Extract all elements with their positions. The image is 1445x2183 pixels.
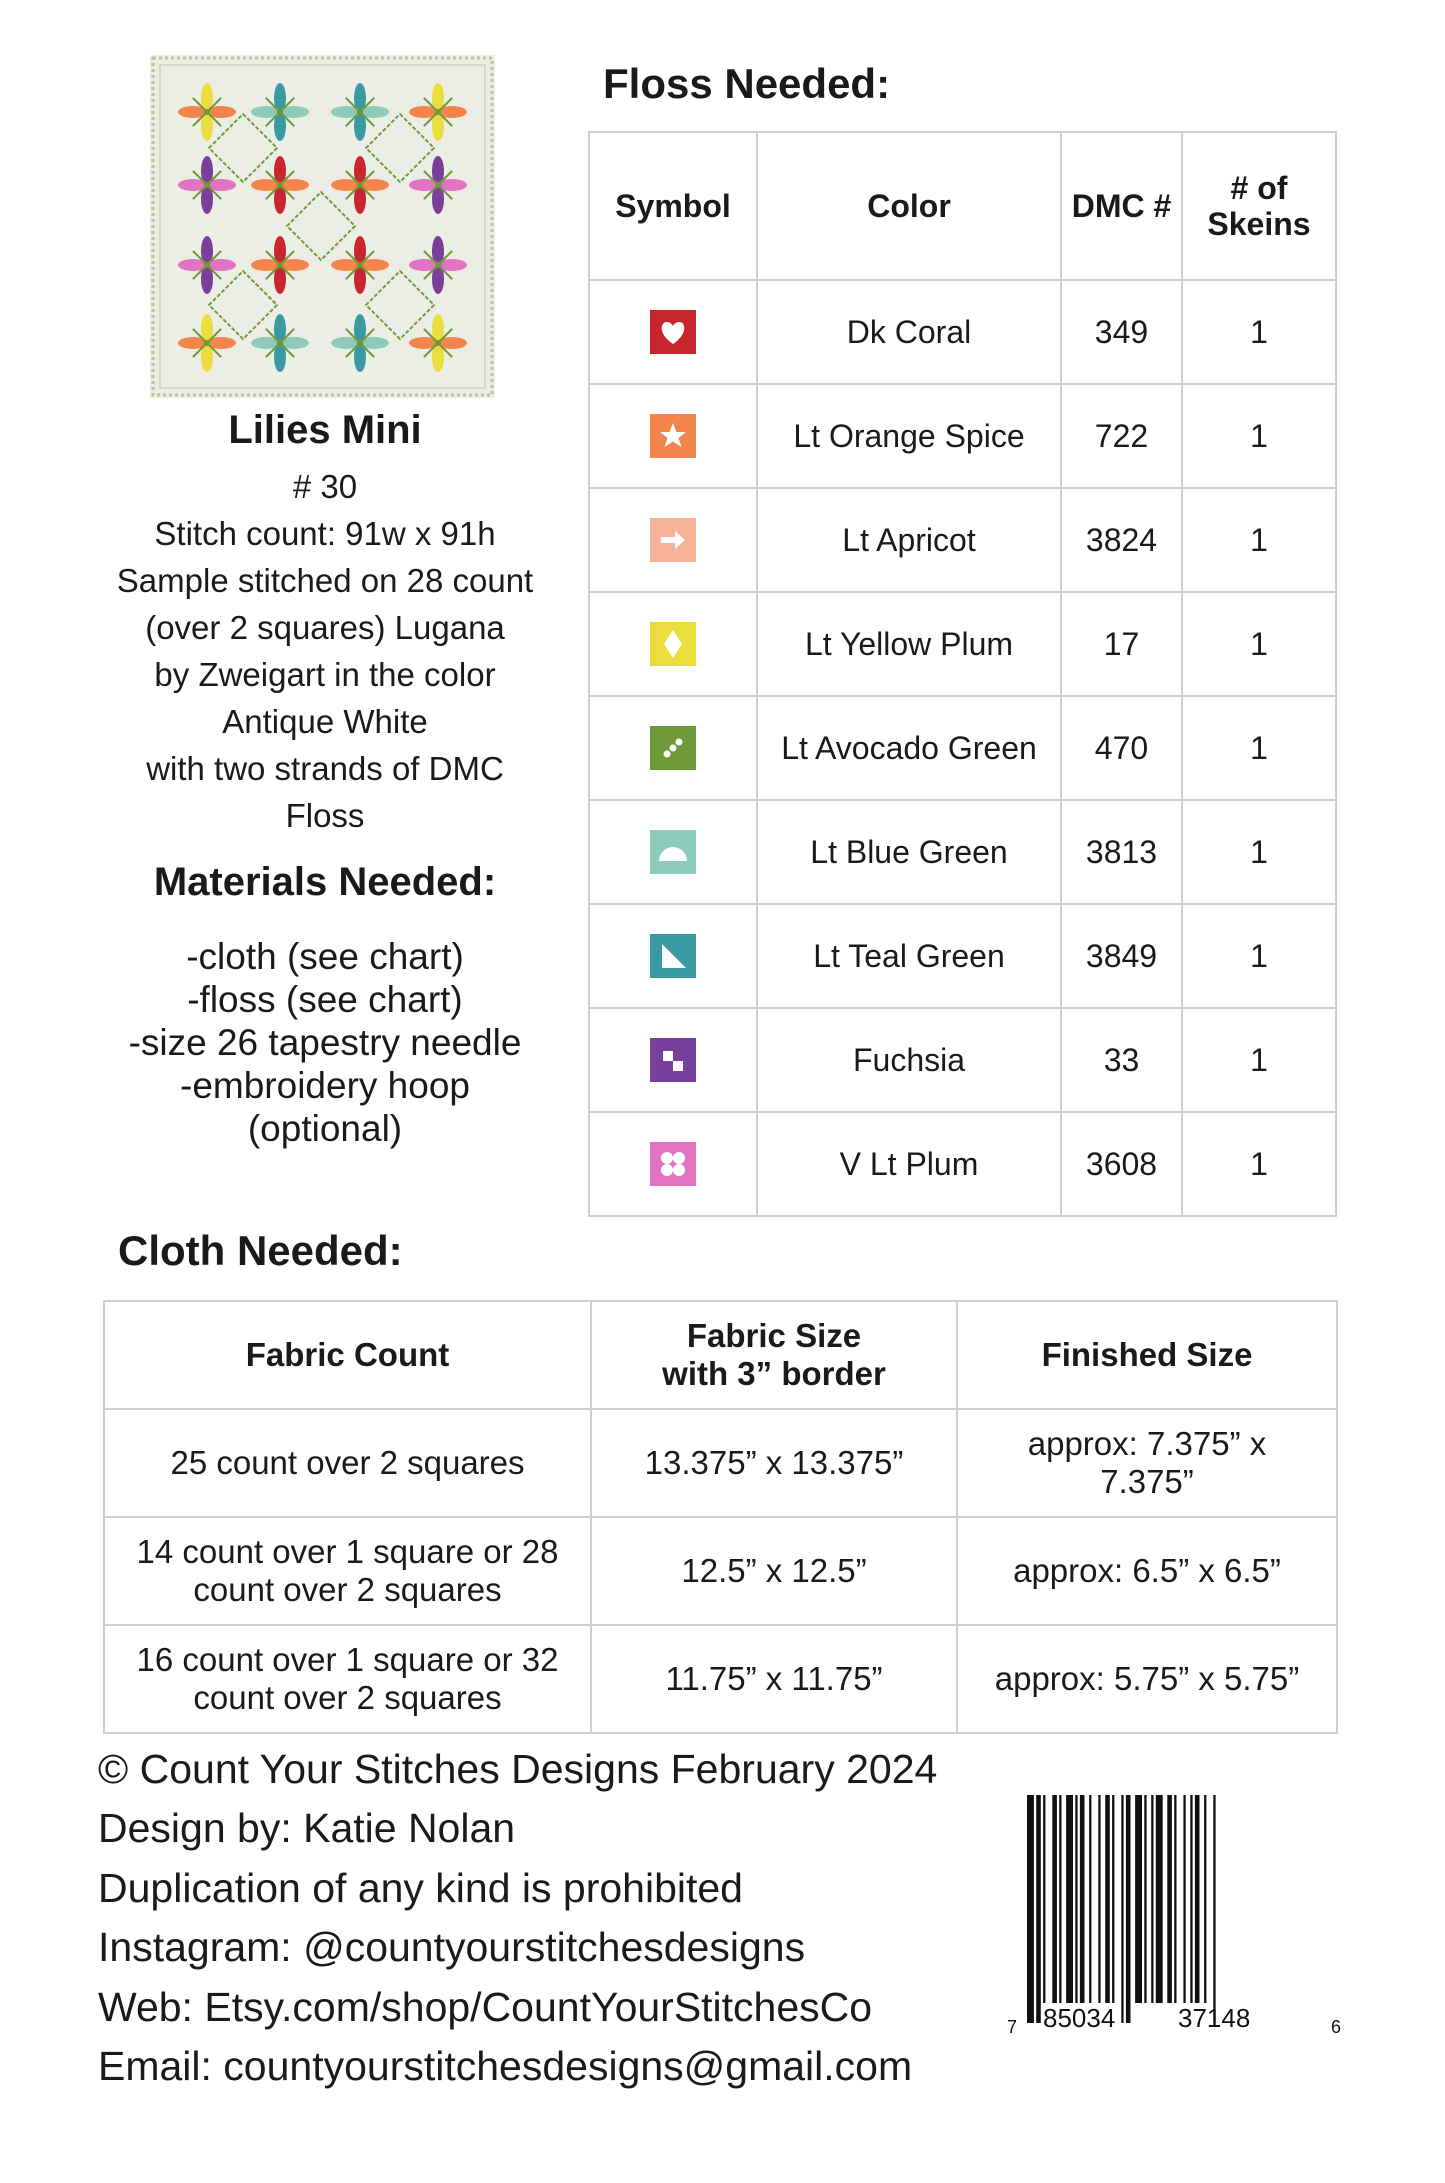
cloth-heading: Cloth Needed: [118,1227,403,1274]
materials-heading: Materials Needed: [153,860,497,904]
svg-text:37148: 37148 [1178,2003,1251,2033]
table-row [104,1409,1337,1517]
table-row [589,1112,1336,1216]
pattern-detail-line: Floss [285,797,365,834]
table-row [104,1517,1337,1625]
table-row [589,280,1336,384]
floss-skeins-cell: 1 [1182,1008,1336,1112]
materials-item: -embroidery hoop [180,1065,470,1106]
floss-heading: Floss Needed: [603,60,891,107]
floss-color-cell: Lt Apricot [757,488,1061,592]
flower-symbol-icon [650,1142,696,1186]
materials-item: -size 26 tapestry needle [128,1022,522,1063]
pattern-detail-line: by Zweigart in the color [154,656,496,693]
floss-color-cell: Lt Teal Green [757,904,1061,1008]
floss-dmc-cell: 722 [1061,384,1182,488]
table-row [589,592,1336,696]
pattern-detail-line: Antique White [222,703,428,740]
cloth-header-fabric-size: Fabric Size with 3” border [591,1301,957,1409]
floss-header-dmc: DMC # [1061,132,1182,280]
floss-skeins-cell: 1 [1182,592,1336,696]
table-row [589,488,1336,592]
floss-dmc-cell: 3608 [1061,1112,1182,1216]
floss-symbol-cell [589,1008,757,1112]
floss-header-symbol: Symbol [589,132,757,280]
floss-header-skeins: # of Skeins [1182,132,1336,280]
floss-symbol-cell [589,488,757,592]
copyright-text: © Count Your Stitches Designs February 2024 [98,1746,938,1792]
cloth-fabric-size-cell: 13.375” x 13.375” [591,1409,957,1517]
cloth-fabric-count-cell: 14 count over 1 square or 28 count over 2 squares [104,1517,591,1625]
materials-item: (optional) [247,1108,403,1149]
arrow-symbol-icon [650,518,696,562]
duplication-notice: Duplication of any kind is prohibited [98,1864,743,1911]
pattern-preview-image [150,55,495,398]
floss-skeins-cell: 1 [1182,904,1336,1008]
floss-symbol-cell [589,384,757,488]
materials-item: -floss (see chart) [187,979,463,1020]
triangle-symbol-icon [650,934,696,978]
pattern-detail-line: Sample stitched on 28 count [116,562,534,599]
star-symbol-icon [650,414,696,458]
floss-symbol-cell [589,592,757,696]
barcode [1005,1795,1345,2035]
floss-skeins-cell: 1 [1182,800,1336,904]
floss-symbol-cell [589,800,757,904]
pattern-detail-line: with two strands of DMC [146,750,504,787]
cloth-fabric-size-cell: 12.5” x 12.5” [591,1517,957,1625]
pattern-detail-line: Stitch count: 91w x 91h [154,515,496,552]
floss-skeins-cell: 1 [1182,696,1336,800]
table-row [589,384,1336,488]
floss-color-cell: Lt Blue Green [757,800,1061,904]
floss-skeins-cell: 1 [1182,384,1336,488]
cloth-header-fabric-count: Fabric Count [104,1301,591,1409]
floss-dmc-cell: 3813 [1061,800,1182,904]
table-row [589,1008,1336,1112]
floss-dmc-cell: 3849 [1061,904,1182,1008]
designer-text: Design by: Katie Nolan [98,1805,516,1852]
floss-symbol-cell [589,904,757,1008]
floss-dmc-cell: 470 [1061,696,1182,800]
email-link: Email: countyourstitchesdesigns@gmail.com [98,2043,913,2090]
table-row [589,696,1336,800]
floss-symbol-cell [589,1112,757,1216]
floss-color-cell: V Lt Plum [757,1112,1061,1216]
floss-dmc-cell: 3824 [1061,488,1182,592]
floss-color-cell: Fuchsia [757,1008,1061,1112]
heart-symbol-icon [650,310,696,354]
floss-skeins-cell: 1 [1182,280,1336,384]
footer-info [98,1740,937,2096]
cloth-fabric-size-cell: 11.75” x 11.75” [591,1625,957,1733]
floss-skeins-cell: 1 [1182,488,1336,592]
cloth-finished-size-cell: approx: 6.5” x 6.5” [957,1517,1337,1625]
cloth-header-row [104,1301,1337,1409]
materials-list [60,935,590,1150]
table-row [589,800,1336,904]
floss-color-cell: Lt Yellow Plum [757,592,1061,696]
floss-dmc-cell: 17 [1061,592,1182,696]
instagram-text: Instagram: @countyourstitchesdesigns [98,1924,806,1971]
floss-header-color: Color [757,132,1061,280]
floss-symbol-cell [589,280,757,384]
floss-skeins-cell: 1 [1182,1112,1336,1216]
svg-text:85034: 85034 [1043,2003,1116,2033]
floss-dmc-cell: 33 [1061,1008,1182,1112]
pattern-detail-line: (over 2 squares) Lugana [145,609,505,646]
dots-symbol-icon [650,726,696,770]
floss-color-cell: Lt Orange Spice [757,384,1061,488]
pattern-title: Lilies Mini [228,408,422,452]
squares-symbol-icon [650,1038,696,1082]
table-row [589,904,1336,1008]
svg-text:6: 6 [1331,2017,1342,2035]
table-row [104,1625,1337,1733]
floss-color-cell: Dk Coral [757,280,1061,384]
cloth-fabric-count-cell: 25 count over 2 squares [104,1409,591,1517]
floss-dmc-cell: 349 [1061,280,1182,384]
pattern-number: # 30 [292,468,358,505]
semicircle-symbol-icon [650,830,696,874]
floss-color-cell: Lt Avocado Green [757,696,1061,800]
cloth-fabric-count-cell: 16 count over 1 square or 32 count over 2 squares [104,1625,591,1733]
cloth-header-finished-size: Finished Size [957,1301,1337,1409]
floss-symbol-cell [589,696,757,800]
floss-table [588,131,1337,1217]
diamond-symbol-icon [650,622,696,666]
svg-text:7: 7 [1007,2017,1018,2035]
web-link: Web: Etsy.com/shop/CountYourStitchesCo [98,1983,873,2030]
floss-header-row [589,132,1336,280]
cloth-finished-size-cell: approx: 7.375” x 7.375” [957,1409,1337,1517]
materials-item: -cloth (see chart) [186,936,464,977]
pattern-info [60,463,590,839]
cloth-finished-size-cell: approx: 5.75” x 5.75” [957,1625,1337,1733]
cloth-table [103,1300,1338,1734]
